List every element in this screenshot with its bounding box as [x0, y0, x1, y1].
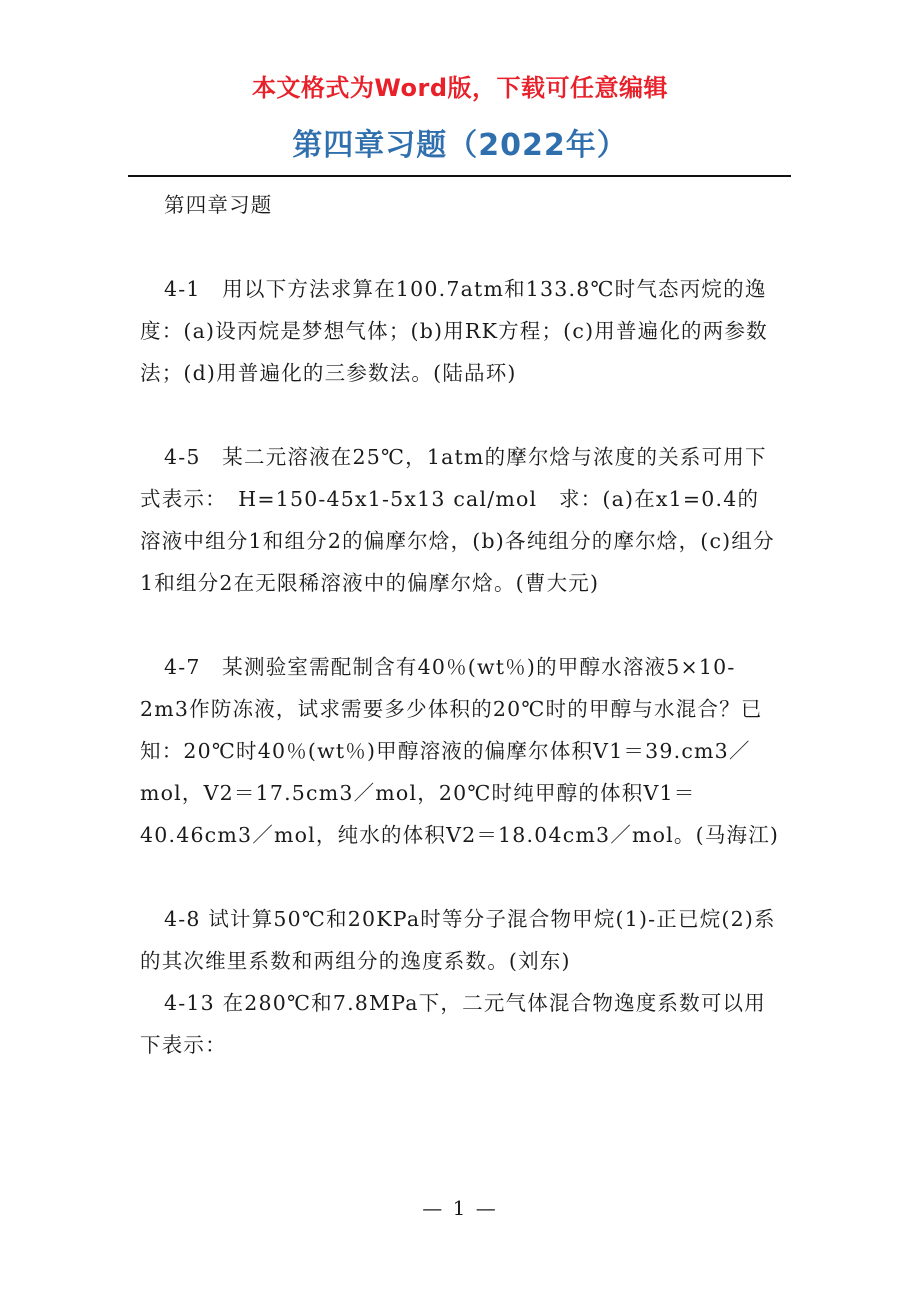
spacer	[140, 856, 780, 898]
problem-4-7: 4-7 某测验室需配制含有40％(wt％)的甲醇水溶液5×10-2m3作防冻液，试求需要多少体积的20℃时的甲醇与水混合？已知：20℃时40％(wt％)甲醇溶液的偏摩尔体积V1＝39.cm3／mol，V2＝17.5cm3／mol，20℃时纯甲醇的体积V1＝40.46cm3／mol，纯水的体积V2＝18.04cm3／mol。(马海江)	[140, 655, 780, 847]
document-body	[140, 184, 780, 1066]
page-number: — 1 —	[422, 1196, 498, 1220]
problem-4-8: 4-8 试计算50℃和20KPa时等分子混合物甲烷(1)-正已烷(2)系的其次维里系数和两组分的逸度系数。(刘东)	[140, 907, 776, 973]
section-title: 第四章习题	[164, 193, 273, 217]
spacer	[140, 394, 780, 436]
header-divider	[128, 175, 791, 177]
document-title: 第四章习题（2022年）	[292, 128, 628, 163]
problem-4-1: 4-1 用以下方法求算在100.7atm和133.8℃时气态丙烷的逸度：(a)设丙烷是梦想气体；(b)用RK方程；(c)用普遍化的两参数法；(d)用普遍化的三参数法。(陆品环)	[140, 277, 768, 385]
problem-4-5: 4-5 某二元溶液在25℃，1atm的摩尔焓与浓度的关系可用下式表示： H=150-45x1-5x13 cal/mol 求：(a)在x1=0.4的溶液中组分1和组分2的偏摩尔焓，(b)各纯组分的摩尔焓，(c)组分1和组分2在无限稀溶液中的偏摩尔焓。(曹大元)	[140, 445, 775, 595]
spacer	[140, 226, 780, 268]
problem-4-13: 4-13 在280℃和7.8MPa下，二元气体混合物逸度系数可以用下表示：	[140, 991, 766, 1057]
spacer	[140, 604, 780, 646]
edit-notice-banner: 本文格式为Word版，下载可任意编辑	[251, 74, 669, 102]
